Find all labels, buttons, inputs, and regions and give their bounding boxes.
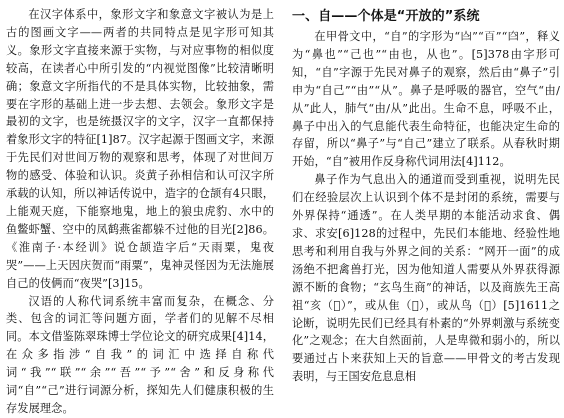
paragraph-zi-glyph: 在甲骨文中，“自”的字形为“𦣹”“𦣻”“𦣼”，释义为“鼻也”“己也”“由也，从也”。[5]378由字形可知，“自”字源于先民对鼻子的观察，然后由“鼻子”引申为“自己”“由”“从”。鼻子是呼吸的器官，空气“由/从”此人，肺气“由/从”此出。生命不息，呼吸不止，鼻子中出入的气息能代表生命特征，也能决定生命的存留，所以“鼻子”与“自己”建立了联系。从春秋时期开始，“自”被用作反身称代词用法[4]112。 <box>292 30 560 169</box>
paragraph-pictographs: 在汉字体系中，象形文字和象意文字被认为是上古的图画文字——两者的共同特点是见字形可知其义。象形文字直接来源于实物，与对应事物的相似度较高，在读者心中所引发的“内视觉图像”比较清晰明确；象意文字所指代的不是具体实物，比较抽象，需要在字形的基础上进一步去想、去领会。象形文字是最初的文字，也是统摄汉字的文字，汉字一直都保持着象形文字的特征[1]87。汉字起源于图画文字，来源于先民们对世间万物的观察和思考，体现了对世间万物的感受、体验和认识。炎黄子孙相信和认可汉字所承载的认知，所以神话传说中，造字的仓颉有4只眼，上能观天庭，下能察地鬼，地上的狼虫虎豹、水中的鱼鳖虾蟹、空中的凤鹤燕雀都躲不过他的目光[2]86。《淮南子·本经训》说仓颉造字后“天雨粟，鬼夜哭”——上天因庆贺而“雨粟”，鬼神灵怪因为无法施展自己的伎俩而“夜哭”[3]15。 <box>6 8 274 290</box>
right-text-column <box>292 6 560 386</box>
paragraph-nose-breath: 鼻子作为气息出入的通道而受到重视，说明先民们在经验层次上认识到个体不是封闭的系统，需要与外界保持“通透”。在人类早期的本能活动求食、偶求、求安[6]128的过程中，先民们本能地、经验性地思考和利用自我与外界之间的关系：“网开一面”的成汤绝不把禽兽打光，因为他知道人需要从外界获得源源不断的食物；“玄鸟生商”的神话，以及商族先王高祖“亥（𤕫）”，或从隹（𨾅），或从鸟（𩾔）[5]1611之论断，说明先民们已经具有朴素的“外界刺激与系统变化”之观念；在大自然面前，人是卑微和弱小的，所以要通过占卜来获知上天的旨意——甲骨文的考古发现表明，与王国安危息息相 <box>292 173 560 384</box>
section-heading: 一、自——个体是“开放的”系统 <box>292 9 480 24</box>
left-text-column <box>6 6 274 418</box>
column-gutter <box>282 0 283 415</box>
paragraph-pronouns: 汉语的人称代词系统丰富而复杂，在概念、分类、包含的词汇等问题方面，学者们的见解不尽相同。本文借鉴陈翠珠博士学位论文的研究成果[4]14，在众多指涉“自我”的词汇中选择自称代词“我”“联”“余”“吾”“予”“舍”和反身称代词“自”“己”进行词源分析，探知先人们健康积极的生存发展理念。 <box>6 294 274 415</box>
